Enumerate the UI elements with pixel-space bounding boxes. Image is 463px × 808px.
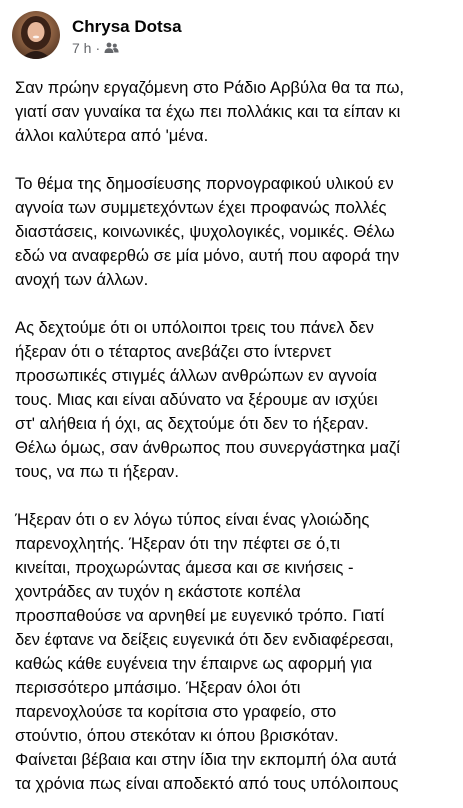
text-line: καθώς κάθε ευγένεια την έπαιρνε ως αφορμή για (15, 654, 373, 673)
paragraph-gap (15, 292, 455, 316)
paragraph-4 (15, 508, 455, 796)
text-line: αγνοία των συμμετεχόντων έχει προφανώς πολλές (15, 198, 387, 217)
text-line: χοντράδες αν τυχόν η εκάστοτε κοπέλα (15, 582, 301, 601)
meta-separator: · (95, 40, 101, 56)
avatar-photo-icon (12, 11, 60, 59)
text-line: περισσότερο μπάσιμο. Ήξεραν όλοι ότι (15, 678, 301, 697)
text-line: τους, να πω τι ήξεραν. (15, 462, 179, 481)
text-line: Το θέμα της δημοσίευσης πορνογραφικού υλικού εν (15, 174, 394, 193)
text-line: παρενοχλούσε τα κορίτσια στο γραφείο, στο (15, 702, 337, 721)
text-line: προσωπικές στιγμές άλλων ανθρώπων εν αγνοία (15, 366, 378, 385)
paragraph-3 (15, 316, 455, 484)
text-line: κινείται, προχωρώντας άμεσα και σε κινήσεις - (15, 558, 354, 577)
text-line: προσπαθούσε να αρνηθεί με ευγενικό τρόπο. Γιατί (15, 606, 385, 625)
post-header (12, 11, 182, 59)
text-line: διαστάσεις, κοινωνικές, ψυχολογικές, νομικές. Θέλω (15, 222, 395, 241)
text-line: Ας δεχτούμε ότι οι υπόλοιποι τρεις του πάνελ δεν (15, 318, 374, 337)
paragraph-2 (15, 172, 455, 292)
text-line: παρενοχλητής. Ήξεραν ότι την πέφτει σε ό,τι (15, 534, 341, 553)
text-line: Φαίνεται βέβαια και στην ίδια την εκπομπή όλα αυτά (15, 750, 397, 769)
text-line: στούντιο, όπου στεκόταν κι όπου βρισκόταν. (15, 726, 339, 745)
text-line: εδώ να αναφερθώ σε μία μόνο, αυτή που αφορά την (15, 246, 400, 265)
text-line: Σαν πρώην εργαζόμενη στο Ράδιο Αρβύλα θα τα πω, (15, 78, 405, 97)
avatar[interactable] (12, 11, 60, 59)
post-body (15, 76, 455, 796)
text-line: άλλοι καλύτερα από 'μένα. (15, 126, 209, 145)
text-line: Ήξεραν ότι ο εν λόγω τύπος είναι ένας γλοιώδης (15, 510, 370, 529)
paragraph-gap (15, 148, 455, 172)
text-line: στ' αλήθεια ή όχι, ας δεχτούμε ότι δεν το ήξεραν. (15, 414, 369, 433)
friends-icon[interactable] (104, 42, 119, 54)
text-line: τους. Μιας και είναι αδύνατο να ξέρουμε αν ισχύει (15, 390, 378, 409)
text-line: δεν έφτανε να δείξεις ευγενικά ότι δεν ενδιαφέρεσαι, (15, 630, 394, 649)
text-line: ήξεραν ότι ο τέταρτος ανεβάζει στο ίντερνετ (15, 342, 332, 361)
post-meta (72, 39, 182, 57)
text-line: γιατί σαν γυναίκα τα έχω πει πολλάκις και τα είπαν κι (15, 102, 401, 121)
post-time[interactable]: 7 h (72, 40, 92, 56)
text-line: Θέλω όμως, σαν άνθρωπος που συνεργάστηκα μαζί (15, 438, 400, 457)
text-line: ανοχή των άλλων. (15, 270, 149, 289)
paragraph-gap (15, 484, 455, 508)
paragraph-1 (15, 76, 455, 148)
header-text (72, 11, 182, 57)
author-name[interactable]: Chrysa Dotsa (72, 17, 182, 36)
text-line: τα χρόνια πως είναι αποδεκτό από τους υπόλοιπους (15, 774, 399, 793)
